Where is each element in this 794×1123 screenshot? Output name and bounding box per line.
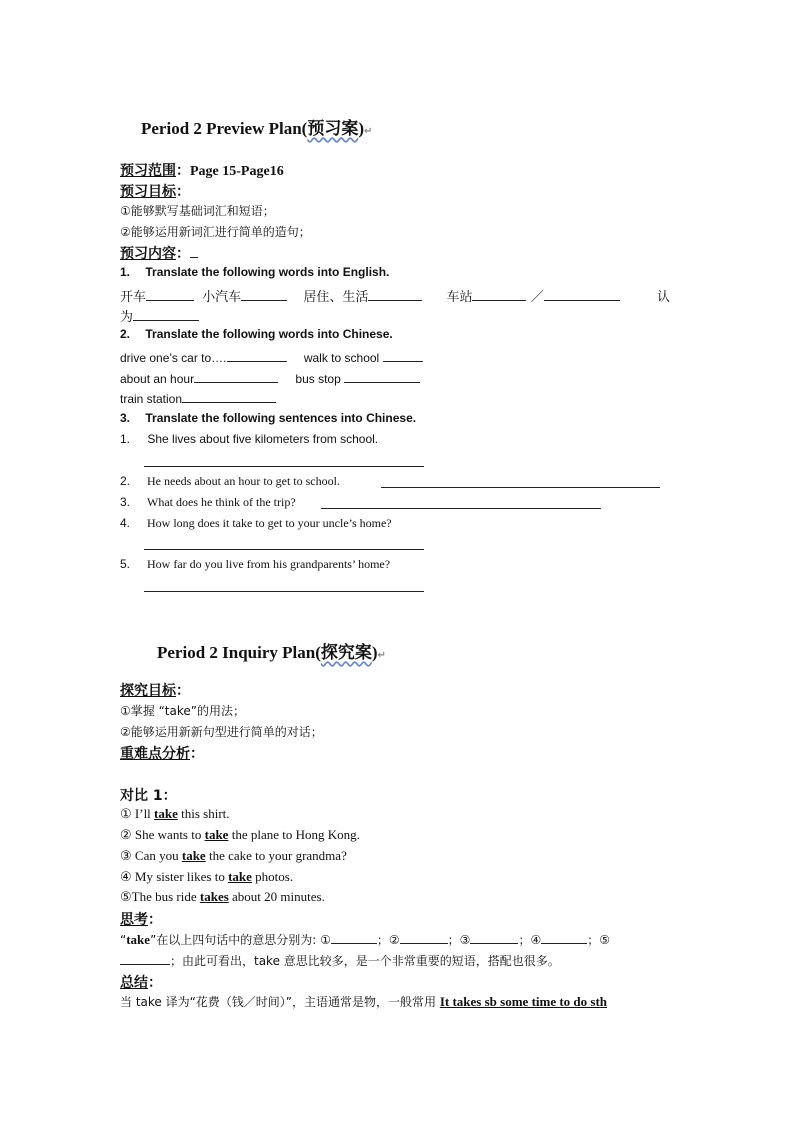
inquiry-goal-2: ②能够运用新新句型进行简单的对话； bbox=[120, 725, 323, 739]
think-keyword: take bbox=[126, 932, 151, 947]
preview-content-colon: ： bbox=[176, 246, 190, 262]
q1-words-row bbox=[120, 286, 620, 305]
paragraph-mark-icon: ↵ bbox=[377, 650, 386, 661]
scope-label: 预习范围 bbox=[120, 163, 176, 179]
preview-content-label: 预习内容 bbox=[120, 246, 176, 262]
summary-text bbox=[120, 993, 607, 1010]
example-keyword: take bbox=[204, 827, 229, 842]
sentence-item bbox=[120, 474, 340, 489]
word-xiaoqiche: 小汽车 bbox=[202, 290, 242, 305]
example-sentence bbox=[120, 869, 293, 885]
example-suffix: photos. bbox=[251, 869, 294, 884]
phrase-train-station: train station bbox=[120, 392, 183, 406]
inquiry-title-part-c: ) bbox=[371, 643, 378, 662]
example-sentence bbox=[120, 848, 347, 864]
answer-blank[interactable] bbox=[383, 349, 423, 362]
think-item-2: ；② bbox=[376, 933, 400, 947]
sentence-number: 4. bbox=[120, 516, 131, 530]
example-sentence bbox=[120, 889, 325, 905]
phrase-walk-school: walk to school bbox=[303, 351, 380, 365]
inquiry-title bbox=[157, 638, 386, 663]
sentence-number: 3. bbox=[120, 495, 131, 509]
answer-line[interactable] bbox=[144, 466, 424, 467]
word-renwei-part2: 为 bbox=[120, 310, 134, 325]
example-suffix: about 20 minutes. bbox=[228, 889, 325, 904]
think-colon: ： bbox=[148, 912, 162, 928]
preview-goal-label: 预习目标 bbox=[120, 184, 176, 200]
sentence-item bbox=[120, 516, 392, 531]
q2-heading bbox=[120, 327, 393, 341]
answer-line[interactable] bbox=[144, 549, 424, 550]
answer-blank[interactable] bbox=[241, 288, 287, 301]
q1-heading bbox=[120, 265, 389, 279]
answer-blank[interactable] bbox=[541, 931, 587, 944]
inquiry-goal-colon: ： bbox=[176, 683, 190, 699]
q1-words-row-2 bbox=[120, 306, 199, 325]
q1-instruction: Translate the following words into English. bbox=[145, 265, 390, 279]
example-prefix: ④ My sister likes to bbox=[120, 869, 229, 884]
think-question-text: ”在以上四句话中的意思分别为: ① bbox=[150, 933, 331, 947]
answer-blank[interactable] bbox=[544, 288, 620, 301]
answer-blank[interactable] bbox=[400, 931, 448, 944]
word-juzhu: 居住、生活 bbox=[303, 290, 369, 305]
analysis-heading bbox=[120, 743, 204, 763]
preview-content-heading bbox=[120, 243, 198, 263]
example-keyword: take bbox=[154, 806, 178, 821]
q1-number: 1. bbox=[120, 265, 131, 279]
inquiry-goal-heading bbox=[120, 680, 190, 700]
example-sentence bbox=[120, 806, 230, 822]
answer-blank[interactable] bbox=[120, 952, 170, 965]
think-conclusion: ；由此可看出，take 意思比较多，是一个非常重要的短语，搭配也很多。 bbox=[170, 954, 560, 968]
preview-goal-heading bbox=[120, 181, 190, 201]
word-renwei-part1: 认 bbox=[657, 290, 671, 305]
example-prefix: ⑤The bus ride bbox=[120, 889, 200, 904]
think-question-line-1 bbox=[120, 931, 610, 948]
answer-blank[interactable] bbox=[182, 390, 276, 403]
slash-separator: ／ bbox=[530, 290, 544, 305]
answer-blank[interactable] bbox=[472, 288, 526, 301]
analysis-colon: ： bbox=[190, 746, 204, 762]
summary-heading bbox=[120, 972, 162, 992]
think-item-5: ；⑤ bbox=[587, 933, 610, 947]
paragraph-mark-icon: ↵ bbox=[364, 126, 373, 137]
preview-title-part-a: Period 2 Preview Plan( bbox=[141, 119, 308, 138]
sentence-item bbox=[120, 432, 378, 446]
word-chezhan: 车站 bbox=[446, 290, 473, 305]
sentence-number: 2. bbox=[120, 474, 131, 488]
inquiry-title-part-a: Period 2 Inquiry Plan( bbox=[157, 643, 321, 662]
answer-blank[interactable] bbox=[133, 308, 199, 321]
q3-number: 3. bbox=[120, 411, 131, 425]
scope-value: ：Page 15-Page16 bbox=[176, 164, 284, 179]
preview-goal-1: ①能够默写基础词汇和短语； bbox=[120, 204, 275, 218]
think-item-3: ；③ bbox=[447, 933, 471, 947]
q2-instruction: Translate the following words into Chinese. bbox=[145, 327, 393, 341]
preview-title bbox=[141, 114, 372, 139]
example-prefix: ③ Can you bbox=[120, 848, 182, 863]
answer-blank[interactable] bbox=[344, 370, 420, 383]
preview-goal-colon: ： bbox=[176, 184, 190, 200]
preview-scope bbox=[120, 160, 284, 180]
think-item-4: ；④ bbox=[518, 933, 542, 947]
example-keyword: take bbox=[228, 869, 252, 884]
answer-blank[interactable] bbox=[470, 931, 518, 944]
q2-row-2 bbox=[120, 370, 420, 386]
summary-structure: It takes sb some time to do sth bbox=[439, 994, 608, 1009]
sentence-item bbox=[120, 495, 296, 510]
example-suffix: this shirt. bbox=[177, 806, 230, 821]
answer-blank[interactable] bbox=[194, 370, 278, 383]
preview-goal-2: ②能够运用新词汇进行简单的造句； bbox=[120, 225, 311, 239]
q2-row-1 bbox=[120, 349, 423, 365]
example-suffix: the cake to your grandma? bbox=[205, 848, 347, 863]
sentence-text: He needs about an hour to get to school. bbox=[147, 474, 340, 488]
phrase-about-hour: about an hour bbox=[120, 372, 195, 386]
answer-blank[interactable] bbox=[146, 288, 194, 301]
phrase-drive-car: drive one’s car to…. bbox=[120, 351, 227, 365]
sentence-number: 5. bbox=[120, 557, 131, 571]
example-keyword: takes bbox=[199, 889, 229, 904]
inquiry-title-part-b: 探究案 bbox=[320, 643, 372, 662]
sentence-text: What does he think of the trip? bbox=[147, 495, 296, 509]
inquiry-goal-label: 探究目标 bbox=[120, 683, 176, 699]
sentence-text: How far do you live from his grandparents’ home? bbox=[147, 557, 391, 571]
example-keyword: take bbox=[181, 848, 206, 863]
sentence-item bbox=[120, 557, 390, 572]
think-quote-open: “ bbox=[120, 933, 127, 947]
inquiry-goal-1: ①掌握 “take”的用法； bbox=[120, 704, 245, 718]
think-label: 思考 bbox=[120, 912, 148, 928]
answer-blank[interactable] bbox=[227, 349, 287, 362]
think-question-line-2 bbox=[120, 952, 560, 969]
example-suffix: the plane to Hong Kong. bbox=[228, 827, 360, 842]
example-prefix: ② She wants to bbox=[120, 827, 205, 842]
q3-heading bbox=[120, 411, 416, 425]
answer-line[interactable] bbox=[144, 591, 424, 592]
summary-colon: ： bbox=[148, 975, 162, 991]
sentence-text: How long does it take to get to your uncle’s home? bbox=[147, 516, 392, 530]
example-sentence bbox=[120, 827, 360, 843]
preview-title-part-b: 预习案 bbox=[307, 119, 359, 138]
sentence-text: She lives about five kilometers from school. bbox=[147, 432, 379, 446]
summary-body: 当 take 译为“花费（钱／时间）”，主语通常是物，一般常用 bbox=[120, 995, 440, 1009]
answer-blank[interactable] bbox=[368, 288, 422, 301]
answer-line[interactable] bbox=[381, 487, 660, 488]
answer-blank[interactable] bbox=[331, 931, 377, 944]
q3-instruction: Translate the following sentences into Chinese. bbox=[145, 411, 417, 425]
phrase-bus-stop: bus stop bbox=[295, 372, 341, 386]
example-prefix: ① I’ll bbox=[120, 806, 155, 821]
q2-row-3 bbox=[120, 390, 276, 406]
q2-number: 2. bbox=[120, 327, 131, 341]
think-heading bbox=[120, 909, 162, 929]
summary-label: 总结 bbox=[120, 975, 148, 991]
compare-heading: 对比 1： bbox=[120, 788, 177, 804]
word-kaiche: 开车 bbox=[120, 290, 147, 305]
analysis-label: 重难点分析 bbox=[120, 746, 190, 762]
preview-title-part-c: ) bbox=[358, 119, 365, 138]
sentence-number: 1. bbox=[120, 432, 131, 446]
answer-line[interactable] bbox=[321, 508, 601, 509]
